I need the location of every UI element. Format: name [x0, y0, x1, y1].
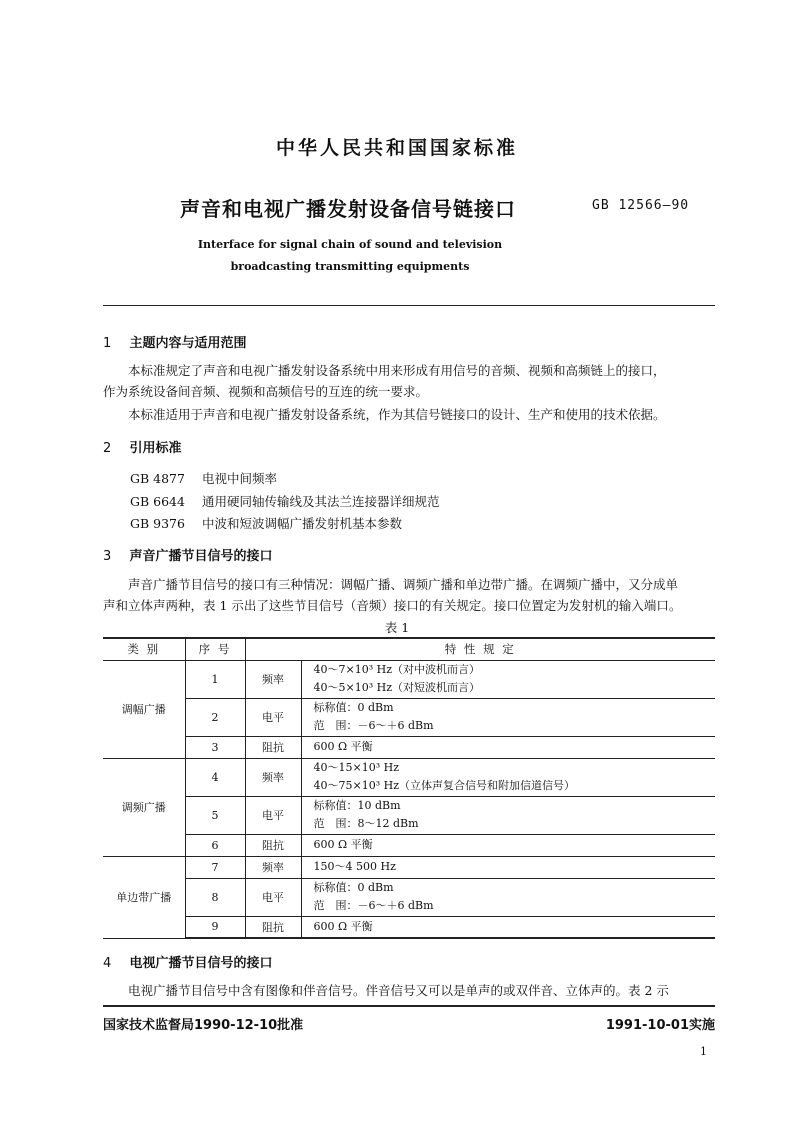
table-row	[103, 878, 715, 916]
page-number: 1	[700, 1045, 707, 1058]
table-row	[103, 834, 715, 856]
approval-date: 国家技术监督局1990-12-10批准	[103, 1018, 304, 1033]
footer-divider	[103, 1005, 715, 1007]
spec-line: 600 Ω 平衡	[313, 919, 373, 933]
spec-cell	[301, 660, 715, 698]
section-number: 4	[103, 956, 112, 971]
seq-cell: 1	[185, 660, 245, 698]
spec-cell	[301, 796, 715, 834]
table-row	[103, 698, 715, 736]
reference-title: 电视中间频率	[201, 471, 277, 486]
spec-line: 40～7×10³ Hz（对中波机而言）	[313, 663, 481, 676]
paragraph-line: 本标准规定了声音和电视广播发射设备系统中用来形成有用信号的音频、视频和高频链上的接口，	[128, 363, 666, 378]
spec-line: 范 围：－6～＋6 dBm	[313, 899, 434, 912]
table-row	[103, 758, 715, 796]
seq-cell: 8	[185, 878, 245, 916]
section-3-heading	[103, 545, 273, 564]
table-header-row	[103, 638, 715, 660]
category-cell: 单边带广播	[103, 856, 185, 938]
spec-line: 范 围：－6～＋6 dBm	[313, 719, 434, 732]
seq-cell: 6	[185, 834, 245, 856]
section-1-paragraph-2: 本标准适用于声音和电视广播发射设备系统，作为其信号链接口的设计、生产和使用的技术依据。	[128, 407, 666, 422]
interface-spec-table	[103, 637, 715, 939]
spec-cell	[301, 834, 715, 856]
section-4-paragraph: 电视广播节目信号中含有图像和伴音信号。伴音信号又可以是单声的或双伴音、立体声的。表 2 示	[128, 983, 669, 998]
reference-item	[130, 514, 402, 532]
param-cell: 电平	[245, 878, 301, 916]
section-number: 2	[103, 441, 112, 456]
spec-line: 40～15×10³ Hz	[313, 761, 400, 774]
english-title-line-1: Interface for signal chain of sound and television	[197, 238, 503, 251]
section-number: 1	[103, 336, 112, 351]
table-row	[103, 856, 715, 878]
spec-line: 标称值：0 dBm	[313, 881, 394, 894]
spec-line: 40～5×10³ Hz（对短波机而言）	[313, 681, 481, 694]
reference-code: GB 6644	[130, 494, 185, 509]
effective-date: 1991-10-01实施	[605, 1018, 715, 1033]
spec-line: 150～4 500 Hz	[313, 860, 396, 873]
table-row	[103, 736, 715, 758]
section-4-heading	[103, 952, 273, 971]
spec-cell	[301, 698, 715, 736]
spec-cell	[301, 758, 715, 796]
document-title: 声音和电视广播发射设备信号链接口	[180, 197, 516, 221]
standard-org-heading: 中华人民共和国国家标准	[275, 137, 518, 159]
seq-cell: 2	[185, 698, 245, 736]
param-cell: 频率	[245, 660, 301, 698]
reference-code: GB 4877	[130, 471, 185, 486]
spec-cell	[301, 856, 715, 878]
header-spec: 特 性 规 定	[245, 638, 715, 660]
section-number: 3	[103, 549, 112, 564]
spec-cell	[301, 878, 715, 916]
paragraph-line: 声音广播节目信号的接口有三种情况：调幅广播、调频广播和单边带广播。在调频广播中，又分成单	[128, 577, 679, 592]
section-title: 声音广播节目信号的接口	[129, 549, 273, 564]
param-cell: 电平	[245, 796, 301, 834]
param-cell: 频率	[245, 856, 301, 878]
section-2-heading	[103, 437, 182, 456]
reference-title: 中波和短波调幅广播发射机基本参数	[201, 516, 402, 531]
spec-line: 标称值：0 dBm	[313, 701, 394, 714]
table-caption: 表 1	[384, 620, 410, 635]
standard-number: GB 12566—90	[592, 198, 690, 213]
param-cell: 电平	[245, 698, 301, 736]
header-seq: 序 号	[185, 638, 245, 660]
seq-cell: 9	[185, 916, 245, 938]
header-divider	[103, 305, 715, 306]
param-cell: 频率	[245, 758, 301, 796]
param-cell: 阻抗	[245, 916, 301, 938]
spec-line: 600 Ω 平衡	[313, 740, 373, 753]
table-row	[103, 916, 715, 938]
table-row	[103, 660, 715, 698]
header-category: 类 别	[103, 638, 185, 660]
section-3-paragraph	[103, 574, 715, 616]
reference-item	[130, 492, 440, 510]
seq-cell: 3	[185, 736, 245, 758]
seq-cell: 7	[185, 856, 245, 878]
spec-line: 范 围：8～12 dBm	[313, 817, 419, 830]
paragraph-line: 声和立体声两种，表 1 示出了这些节目信号（音频）接口的有关规定。接口位置定为发射机的输入端口。	[103, 598, 682, 613]
spec-line: 标称值：10 dBm	[313, 799, 401, 812]
section-title: 电视广播节目信号的接口	[129, 956, 273, 971]
seq-cell: 5	[185, 796, 245, 834]
reference-title: 通用硬同轴传输线及其法兰连接器详细规范	[201, 494, 440, 509]
reference-item	[130, 469, 277, 487]
english-title-line-2: broadcasting transmitting equipments	[230, 260, 470, 273]
section-1-paragraph-1	[103, 360, 715, 402]
category-cell: 调频广播	[103, 758, 185, 856]
spec-cell	[301, 916, 715, 938]
paragraph-line: 作为系统设备间音频、视频和高频信号的互连的统一要求。	[103, 384, 429, 399]
spec-line: 40～75×10³ Hz（立体声复合信号和附加信道信号）	[313, 779, 576, 792]
section-1-heading	[103, 332, 247, 351]
param-cell: 阻抗	[245, 834, 301, 856]
category-cell: 调幅广播	[103, 660, 185, 758]
spec-cell	[301, 736, 715, 758]
reference-code: GB 9376	[130, 516, 185, 531]
table-row	[103, 796, 715, 834]
seq-cell: 4	[185, 758, 245, 796]
section-title: 主题内容与适用范围	[129, 336, 247, 351]
section-title: 引用标准	[129, 441, 182, 456]
param-cell: 阻抗	[245, 736, 301, 758]
spec-line: 600 Ω 平衡	[313, 838, 373, 851]
